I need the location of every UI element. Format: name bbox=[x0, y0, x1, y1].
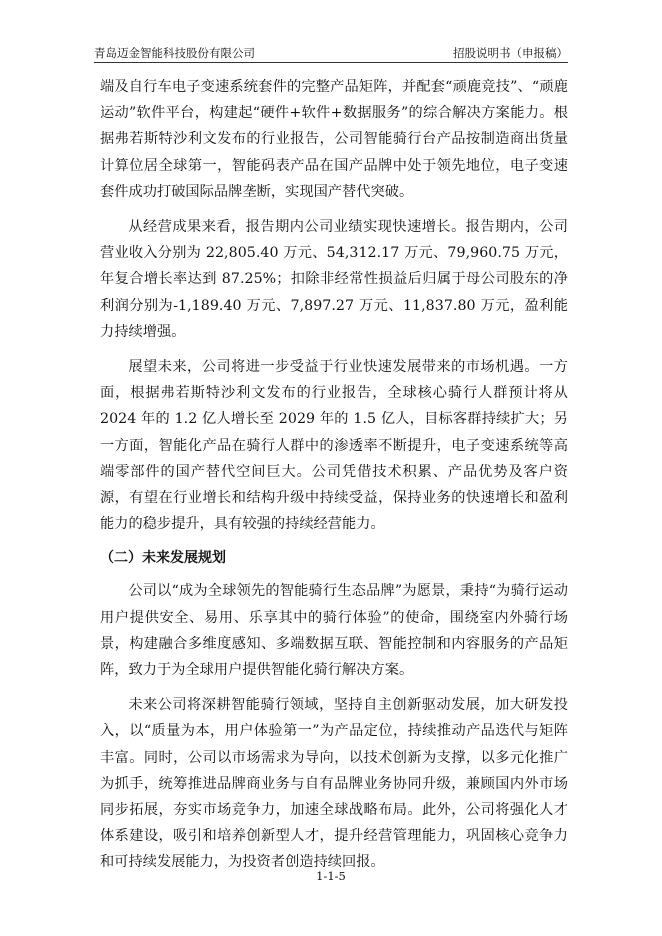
header-document-title: 招股说明书（申报稿） bbox=[453, 46, 568, 60]
body-paragraph: 展望未来，公司将进一步受益于行业快速发展带来的市场机遇。一方面，根据弗若斯特沙利文发布的行业报告，全球核心骑行人群预计将从 2024 年的 1.2 亿人增长至 2029 年的 1.5 亿人，目标客群持续扩大；另一方面，智能化产品在骑行人群中的渗透率不断提升，电子变速系统等高端零部件的国产替代空间巨大。公司凭借技术积累、产品优势及客户资源，有望在行业增长和结构升级中持续受益，保持业务的快速增长和盈利能力的稳步提升，具有较强的持续经营能力。 bbox=[100, 359, 568, 533]
body-paragraph: 公司以“成为全球领先的智能骑行生态品牌”为愿景，秉持“为骑行运动用户提供安全、易用、乐享其中的骑行体验”的使命，围绕室内外骑行场景，构建融合多维度感知、多端数据互联、智能控制和内容服务的产品矩阵，致力于为全球用户提供智能化骑行解决方案。 bbox=[100, 583, 568, 679]
body-paragraph: 从经营成果来看，报告期内公司业绩实现快速增长。报告期内，公司营业收入分别为 22,805.40 万元、54,312.17 万元、79,960.75 万元，年复合增长率达到 87.25%；扣除非经常性损益后归属于母公司股东的净利润分别为-1,189.40 万元、7,897.27 万元、11,837.80 万元，盈利能力持续增强。 bbox=[100, 219, 568, 340]
section-heading: （二）未来发展规划 bbox=[100, 550, 226, 567]
page-number: 1-1-5 bbox=[316, 869, 346, 883]
page-header bbox=[94, 44, 568, 63]
body-paragraph: 未来公司将深耕智能骑行领域，坚持自主创新驱动发展，加大研发投入，以“质量为本，用户体验第一”为产品定位，持续推动产品迭代与矩阵丰富。同时，公司以市场需求为导向，以技术创新为支撑，以多元化推广为抓手，统筹推进品牌商业务与自有品牌业务协同升级，兼顾国内外市场同步拓展，夯实市场竞争力，加速全球战略布局。此外，公司将强化人才体系建设，吸引和培养创新型人才，提升经营管理能力，巩固核心竞争力和可持续发展能力，为投资者创造持续回报。 bbox=[100, 697, 568, 871]
body-paragraph: 端及自行车电子变速系统套件的完整产品矩阵，并配套“顽鹿竞技”、“顽鹿运动”软件平台，构建起“硬件+软件+数据服务”的综合解决方案能力。根据弗若斯特沙利文发布的行业报告，公司智能骑行台产品按制造商出货量计算位居全球第一，智能码表产品在国产品牌中处于领先地位，电子变速套件成功打破国际品牌垄断，实现国产替代突破。 bbox=[100, 79, 568, 200]
page-body bbox=[100, 74, 568, 885]
header-company-name: 青岛迈金智能科技股份有限公司 bbox=[94, 46, 255, 60]
